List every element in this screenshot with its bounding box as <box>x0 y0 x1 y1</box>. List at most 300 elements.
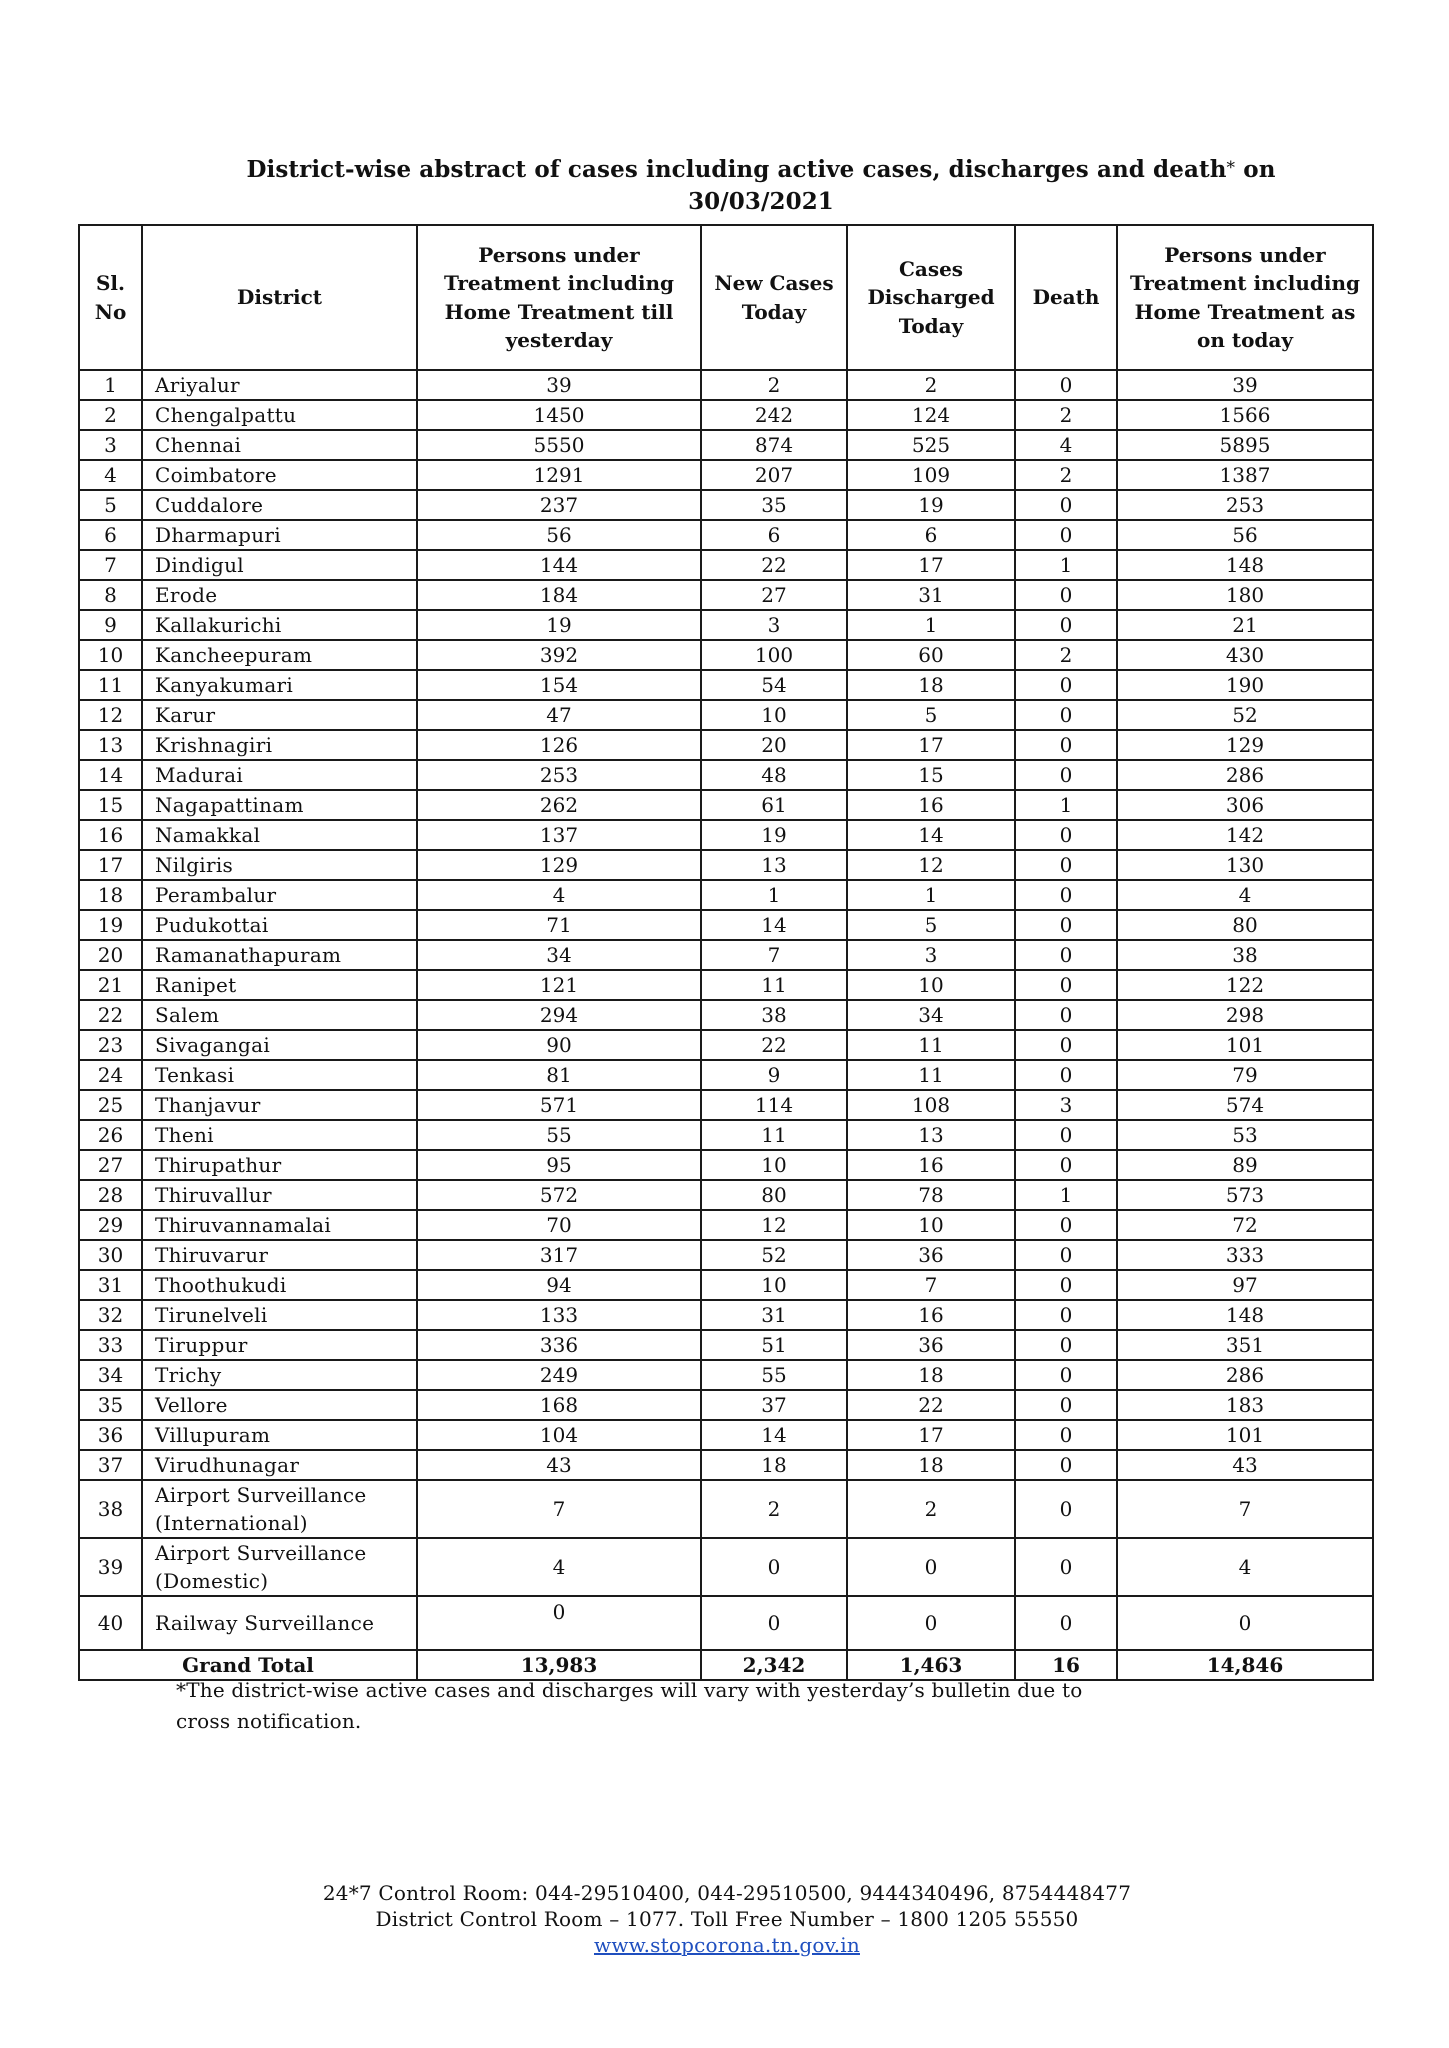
contact-footer <box>150 1880 1304 1958</box>
title-asterisk: * <box>1226 158 1236 178</box>
new-cases-cell: 19 <box>701 820 847 850</box>
death-cell: 0 <box>1015 1000 1117 1030</box>
discharged-cell: 31 <box>847 580 1015 610</box>
today-cell: 97 <box>1117 1270 1373 1300</box>
yesterday-cell: 56 <box>417 520 701 550</box>
yesterday-cell: 572 <box>417 1180 701 1210</box>
discharged-cell: 2 <box>847 370 1015 400</box>
yesterday-cell: 126 <box>417 730 701 760</box>
table-header-row <box>79 225 1373 370</box>
table-row <box>79 580 1373 610</box>
sl-no-cell: 23 <box>79 1030 142 1060</box>
district-cell: Tenkasi <box>142 1060 417 1090</box>
yesterday-cell: 70 <box>417 1210 701 1240</box>
new-cases-cell: 9 <box>701 1060 847 1090</box>
sl-no-cell: 5 <box>79 490 142 520</box>
yesterday-cell: 237 <box>417 490 701 520</box>
death-cell: 0 <box>1015 880 1117 910</box>
district-cell: Nilgiris <box>142 850 417 880</box>
header-under-treatment-yesterday: Persons under Treatment including Home Treatment till yesterday <box>417 225 701 370</box>
sl-no-cell: 22 <box>79 1000 142 1030</box>
new-cases-cell: 114 <box>701 1090 847 1120</box>
discharged-cell: 14 <box>847 820 1015 850</box>
sl-no-cell: 12 <box>79 700 142 730</box>
table-row <box>79 1120 1373 1150</box>
table-row <box>79 1596 1373 1650</box>
table-row <box>79 850 1373 880</box>
footnote-line-1: *The district-wise active cases and discharges will vary with yesterday’s bulletin due to <box>176 1678 1083 1702</box>
new-cases-cell: 31 <box>701 1300 847 1330</box>
discharged-cell: 18 <box>847 670 1015 700</box>
new-cases-cell: 18 <box>701 1450 847 1480</box>
death-cell: 0 <box>1015 820 1117 850</box>
yesterday-cell: 294 <box>417 1000 701 1030</box>
new-cases-cell: 14 <box>701 910 847 940</box>
yesterday-cell: 253 <box>417 760 701 790</box>
district-cell: Sivagangai <box>142 1030 417 1060</box>
district-cell: Theni <box>142 1120 417 1150</box>
district-cell: Airport Surveillance (Domestic) <box>142 1538 417 1596</box>
today-cell: 39 <box>1117 370 1373 400</box>
discharged-cell: 10 <box>847 1210 1015 1240</box>
district-cell: Virudhunagar <box>142 1450 417 1480</box>
district-cell: Dindigul <box>142 550 417 580</box>
header-sl-no: Sl. No <box>79 225 142 370</box>
table-row <box>79 520 1373 550</box>
district-cell: Chengalpattu <box>142 400 417 430</box>
sl-no-cell: 30 <box>79 1240 142 1270</box>
new-cases-cell: 61 <box>701 790 847 820</box>
district-cell: Tiruppur <box>142 1330 417 1360</box>
death-cell: 0 <box>1015 1210 1117 1240</box>
sl-no-cell: 8 <box>79 580 142 610</box>
new-cases-cell: 10 <box>701 1270 847 1300</box>
sl-no-cell: 4 <box>79 460 142 490</box>
yesterday-cell: 0 <box>417 1596 701 1650</box>
death-cell: 1 <box>1015 790 1117 820</box>
table-row <box>79 1270 1373 1300</box>
new-cases-cell: 11 <box>701 1120 847 1150</box>
discharged-cell: 16 <box>847 790 1015 820</box>
today-cell: 190 <box>1117 670 1373 700</box>
yesterday-cell: 7 <box>417 1480 701 1538</box>
yesterday-cell: 4 <box>417 880 701 910</box>
today-cell: 286 <box>1117 760 1373 790</box>
header-death: Death <box>1015 225 1117 370</box>
table-row <box>79 1480 1373 1538</box>
sl-no-cell: 21 <box>79 970 142 1000</box>
discharged-cell: 1 <box>847 880 1015 910</box>
discharged-cell: 525 <box>847 430 1015 460</box>
district-cell: Kallakurichi <box>142 610 417 640</box>
sl-no-cell: 18 <box>79 880 142 910</box>
sl-no-cell: 6 <box>79 520 142 550</box>
district-cell: Thirupathur <box>142 1150 417 1180</box>
today-cell: 130 <box>1117 850 1373 880</box>
death-cell: 0 <box>1015 1150 1117 1180</box>
district-cell: Madurai <box>142 760 417 790</box>
death-cell: 1 <box>1015 1180 1117 1210</box>
today-cell: 21 <box>1117 610 1373 640</box>
table-row <box>79 910 1373 940</box>
yesterday-cell: 94 <box>417 1270 701 1300</box>
table-row <box>79 610 1373 640</box>
yesterday-cell: 392 <box>417 640 701 670</box>
today-cell: 148 <box>1117 550 1373 580</box>
discharged-cell: 5 <box>847 910 1015 940</box>
sl-no-cell: 1 <box>79 370 142 400</box>
today-cell: 5895 <box>1117 430 1373 460</box>
header-district: District <box>142 225 417 370</box>
today-cell: 89 <box>1117 1150 1373 1180</box>
district-control-room: District Control Room – 1077. Toll Free Number – 1800 1205 55550 <box>375 1907 1079 1931</box>
discharged-cell: 108 <box>847 1090 1015 1120</box>
today-cell: 1387 <box>1117 460 1373 490</box>
new-cases-cell: 13 <box>701 850 847 880</box>
death-cell: 0 <box>1015 610 1117 640</box>
today-cell: 53 <box>1117 1120 1373 1150</box>
new-cases-cell: 10 <box>701 700 847 730</box>
yesterday-cell: 317 <box>417 1240 701 1270</box>
yesterday-cell: 90 <box>417 1030 701 1060</box>
control-room-numbers: 24*7 Control Room: 044-29510400, 044-29510500, 9444340496, 8754448477 <box>322 1881 1132 1905</box>
today-cell: 72 <box>1117 1210 1373 1240</box>
district-cell: Chennai <box>142 430 417 460</box>
district-cell: Thiruvannamalai <box>142 1210 417 1240</box>
today-cell: 4 <box>1117 880 1373 910</box>
yesterday-cell: 55 <box>417 1120 701 1150</box>
today-cell: 101 <box>1117 1030 1373 1060</box>
yesterday-cell: 95 <box>417 1150 701 1180</box>
today-cell: 7 <box>1117 1480 1373 1538</box>
yesterday-cell: 137 <box>417 820 701 850</box>
discharged-cell: 10 <box>847 970 1015 1000</box>
discharged-cell: 34 <box>847 1000 1015 1030</box>
death-cell: 0 <box>1015 1330 1117 1360</box>
discharged-cell: 17 <box>847 1420 1015 1450</box>
district-cell: Railway Surveillance <box>142 1596 417 1650</box>
death-cell: 0 <box>1015 1270 1117 1300</box>
new-cases-cell: 874 <box>701 430 847 460</box>
footnote-line-2: cross notification. <box>176 1709 362 1733</box>
table-row <box>79 1060 1373 1090</box>
district-cell: Krishnagiri <box>142 730 417 760</box>
yesterday-cell: 34 <box>417 940 701 970</box>
discharged-cell: 15 <box>847 760 1015 790</box>
death-cell: 0 <box>1015 1420 1117 1450</box>
sl-no-cell: 32 <box>79 1300 142 1330</box>
district-cell: Cuddalore <box>142 490 417 520</box>
new-cases-cell: 54 <box>701 670 847 700</box>
district-cell: Kancheepuram <box>142 640 417 670</box>
discharged-cell: 36 <box>847 1240 1015 1270</box>
sl-no-cell: 31 <box>79 1270 142 1300</box>
table-row <box>79 1420 1373 1450</box>
today-cell: 183 <box>1117 1390 1373 1420</box>
discharged-cell: 7 <box>847 1270 1015 1300</box>
sl-no-cell: 34 <box>79 1360 142 1390</box>
table-row <box>79 1240 1373 1270</box>
sl-no-cell: 26 <box>79 1120 142 1150</box>
district-cell: Thanjavur <box>142 1090 417 1120</box>
yesterday-cell: 47 <box>417 700 701 730</box>
yesterday-cell: 336 <box>417 1330 701 1360</box>
district-cell: Namakkal <box>142 820 417 850</box>
death-cell: 0 <box>1015 370 1117 400</box>
district-cell: Trichy <box>142 1360 417 1390</box>
table-row <box>79 670 1373 700</box>
district-cell: Kanyakumari <box>142 670 417 700</box>
death-cell: 2 <box>1015 460 1117 490</box>
table-row <box>79 1538 1373 1596</box>
new-cases-cell: 35 <box>701 490 847 520</box>
today-cell: 286 <box>1117 1360 1373 1390</box>
sl-no-cell: 36 <box>79 1420 142 1450</box>
yesterday-cell: 5550 <box>417 430 701 460</box>
today-cell: 180 <box>1117 580 1373 610</box>
table-row <box>79 880 1373 910</box>
today-cell: 148 <box>1117 1300 1373 1330</box>
death-cell: 0 <box>1015 1060 1117 1090</box>
yesterday-cell: 81 <box>417 1060 701 1090</box>
sl-no-cell: 24 <box>79 1060 142 1090</box>
discharged-cell: 18 <box>847 1360 1015 1390</box>
district-cell: Pudukottai <box>142 910 417 940</box>
table-row <box>79 1180 1373 1210</box>
district-cell: Tirunelveli <box>142 1300 417 1330</box>
sl-no-cell: 17 <box>79 850 142 880</box>
table-row <box>79 1390 1373 1420</box>
new-cases-cell: 100 <box>701 640 847 670</box>
table-body <box>79 370 1373 1650</box>
sl-no-cell: 10 <box>79 640 142 670</box>
sl-no-cell: 37 <box>79 1450 142 1480</box>
death-cell: 0 <box>1015 1390 1117 1420</box>
today-cell: 1566 <box>1117 400 1373 430</box>
death-cell: 0 <box>1015 670 1117 700</box>
new-cases-cell: 80 <box>701 1180 847 1210</box>
new-cases-cell: 20 <box>701 730 847 760</box>
yesterday-cell: 4 <box>417 1538 701 1596</box>
discharged-cell: 60 <box>847 640 1015 670</box>
title-line-1: District-wise abstract of cases including active cases, discharges and death* on <box>246 156 1276 183</box>
table-row <box>79 1330 1373 1360</box>
header-new-cases: New Cases Today <box>701 225 847 370</box>
title-date: 30/03/2021 <box>688 188 834 215</box>
grand-total-new: 2,342 <box>701 1650 847 1680</box>
death-cell: 0 <box>1015 970 1117 1000</box>
today-cell: 43 <box>1117 1450 1373 1480</box>
sl-no-cell: 20 <box>79 940 142 970</box>
today-cell: 122 <box>1117 970 1373 1000</box>
death-cell: 0 <box>1015 1480 1117 1538</box>
district-cell: Thoothukudi <box>142 1270 417 1300</box>
discharged-cell: 0 <box>847 1538 1015 1596</box>
table-row <box>79 790 1373 820</box>
table-row <box>79 430 1373 460</box>
new-cases-cell: 38 <box>701 1000 847 1030</box>
new-cases-cell: 52 <box>701 1240 847 1270</box>
yesterday-cell: 184 <box>417 580 701 610</box>
sl-no-cell: 3 <box>79 430 142 460</box>
today-cell: 38 <box>1117 940 1373 970</box>
death-cell: 0 <box>1015 1030 1117 1060</box>
discharged-cell: 109 <box>847 460 1015 490</box>
district-cell: Vellore <box>142 1390 417 1420</box>
new-cases-cell: 51 <box>701 1330 847 1360</box>
district-cell: Ariyalur <box>142 370 417 400</box>
discharged-cell: 78 <box>847 1180 1015 1210</box>
table-row <box>79 1450 1373 1480</box>
new-cases-cell: 2 <box>701 1480 847 1538</box>
today-cell: 298 <box>1117 1000 1373 1030</box>
discharged-cell: 3 <box>847 940 1015 970</box>
district-cell: Dharmapuri <box>142 520 417 550</box>
district-cell: Nagapattinam <box>142 790 417 820</box>
yesterday-cell: 19 <box>417 610 701 640</box>
death-cell: 2 <box>1015 640 1117 670</box>
table-row <box>79 1090 1373 1120</box>
table-row <box>79 1150 1373 1180</box>
grand-total-today: 14,846 <box>1117 1650 1373 1680</box>
grand-total-label: Grand Total <box>79 1650 417 1680</box>
discharged-cell: 17 <box>847 730 1015 760</box>
new-cases-cell: 207 <box>701 460 847 490</box>
sl-no-cell: 29 <box>79 1210 142 1240</box>
table-row <box>79 1300 1373 1330</box>
death-cell: 0 <box>1015 520 1117 550</box>
discharged-cell: 19 <box>847 490 1015 520</box>
death-cell: 0 <box>1015 1240 1117 1270</box>
grand-total-death: 16 <box>1015 1650 1117 1680</box>
table-row <box>79 1000 1373 1030</box>
new-cases-cell: 48 <box>701 760 847 790</box>
death-cell: 0 <box>1015 1596 1117 1650</box>
header-discharged: Cases Discharged Today <box>847 225 1015 370</box>
sl-no-cell: 2 <box>79 400 142 430</box>
district-cell: Airport Surveillance (International) <box>142 1480 417 1538</box>
discharged-cell: 22 <box>847 1390 1015 1420</box>
today-cell: 333 <box>1117 1240 1373 1270</box>
sl-no-cell: 28 <box>79 1180 142 1210</box>
district-cell: Thiruvarur <box>142 1240 417 1270</box>
sl-no-cell: 13 <box>79 730 142 760</box>
new-cases-cell: 7 <box>701 940 847 970</box>
today-cell: 351 <box>1117 1330 1373 1360</box>
new-cases-cell: 0 <box>701 1538 847 1596</box>
yesterday-cell: 262 <box>417 790 701 820</box>
today-cell: 52 <box>1117 700 1373 730</box>
yesterday-cell: 43 <box>417 1450 701 1480</box>
discharged-cell: 2 <box>847 1480 1015 1538</box>
table-row <box>79 370 1373 400</box>
today-cell: 253 <box>1117 490 1373 520</box>
new-cases-cell: 6 <box>701 520 847 550</box>
sl-no-cell: 27 <box>79 1150 142 1180</box>
table-row <box>79 730 1373 760</box>
sl-no-cell: 35 <box>79 1390 142 1420</box>
yesterday-cell: 154 <box>417 670 701 700</box>
new-cases-cell: 37 <box>701 1390 847 1420</box>
table-row <box>79 700 1373 730</box>
district-cell: Salem <box>142 1000 417 1030</box>
discharged-cell: 124 <box>847 400 1015 430</box>
sl-no-cell: 15 <box>79 790 142 820</box>
new-cases-cell: 12 <box>701 1210 847 1240</box>
sl-no-cell: 11 <box>79 670 142 700</box>
discharged-cell: 13 <box>847 1120 1015 1150</box>
table-row <box>79 1210 1373 1240</box>
table-row <box>79 490 1373 520</box>
death-cell: 0 <box>1015 1450 1117 1480</box>
death-cell: 0 <box>1015 940 1117 970</box>
death-cell: 0 <box>1015 700 1117 730</box>
new-cases-cell: 2 <box>701 370 847 400</box>
district-cell: Karur <box>142 700 417 730</box>
district-cell: Thiruvallur <box>142 1180 417 1210</box>
yesterday-cell: 39 <box>417 370 701 400</box>
district-cell: Perambalur <box>142 880 417 910</box>
yesterday-cell: 129 <box>417 850 701 880</box>
table-row <box>79 640 1373 670</box>
today-cell: 129 <box>1117 730 1373 760</box>
website-link[interactable]: www.stopcorona.tn.gov.in <box>594 1933 860 1957</box>
today-cell: 142 <box>1117 820 1373 850</box>
death-cell: 0 <box>1015 580 1117 610</box>
grand-total-yesterday: 13,983 <box>417 1650 701 1680</box>
today-cell: 56 <box>1117 520 1373 550</box>
district-cell: Villupuram <box>142 1420 417 1450</box>
sl-no-cell: 38 <box>79 1480 142 1538</box>
death-cell: 2 <box>1015 400 1117 430</box>
yesterday-cell: 1291 <box>417 460 701 490</box>
table-row <box>79 400 1373 430</box>
discharged-cell: 1 <box>847 610 1015 640</box>
yesterday-cell: 249 <box>417 1360 701 1390</box>
yesterday-cell: 71 <box>417 910 701 940</box>
discharged-cell: 18 <box>847 1450 1015 1480</box>
table-row <box>79 970 1373 1000</box>
table-row <box>79 820 1373 850</box>
district-cell: Ranipet <box>142 970 417 1000</box>
today-cell: 430 <box>1117 640 1373 670</box>
death-cell: 0 <box>1015 1538 1117 1596</box>
district-cell: Coimbatore <box>142 460 417 490</box>
death-cell: 0 <box>1015 1300 1117 1330</box>
discharged-cell: 17 <box>847 550 1015 580</box>
death-cell: 0 <box>1015 1360 1117 1390</box>
death-cell: 1 <box>1015 550 1117 580</box>
today-cell: 0 <box>1117 1596 1373 1650</box>
discharged-cell: 0 <box>847 1596 1015 1650</box>
district-abstract-table <box>78 224 1374 1681</box>
death-cell: 0 <box>1015 490 1117 520</box>
discharged-cell: 36 <box>847 1330 1015 1360</box>
yesterday-cell: 168 <box>417 1390 701 1420</box>
yesterday-cell: 121 <box>417 970 701 1000</box>
yesterday-cell: 133 <box>417 1300 701 1330</box>
sl-no-cell: 19 <box>79 910 142 940</box>
sl-no-cell: 16 <box>79 820 142 850</box>
discharged-cell: 16 <box>847 1150 1015 1180</box>
yesterday-cell: 571 <box>417 1090 701 1120</box>
new-cases-cell: 14 <box>701 1420 847 1450</box>
district-cell: Ramanathapuram <box>142 940 417 970</box>
yesterday-cell: 144 <box>417 550 701 580</box>
new-cases-cell: 3 <box>701 610 847 640</box>
table-row <box>79 1030 1373 1060</box>
new-cases-cell: 22 <box>701 1030 847 1060</box>
